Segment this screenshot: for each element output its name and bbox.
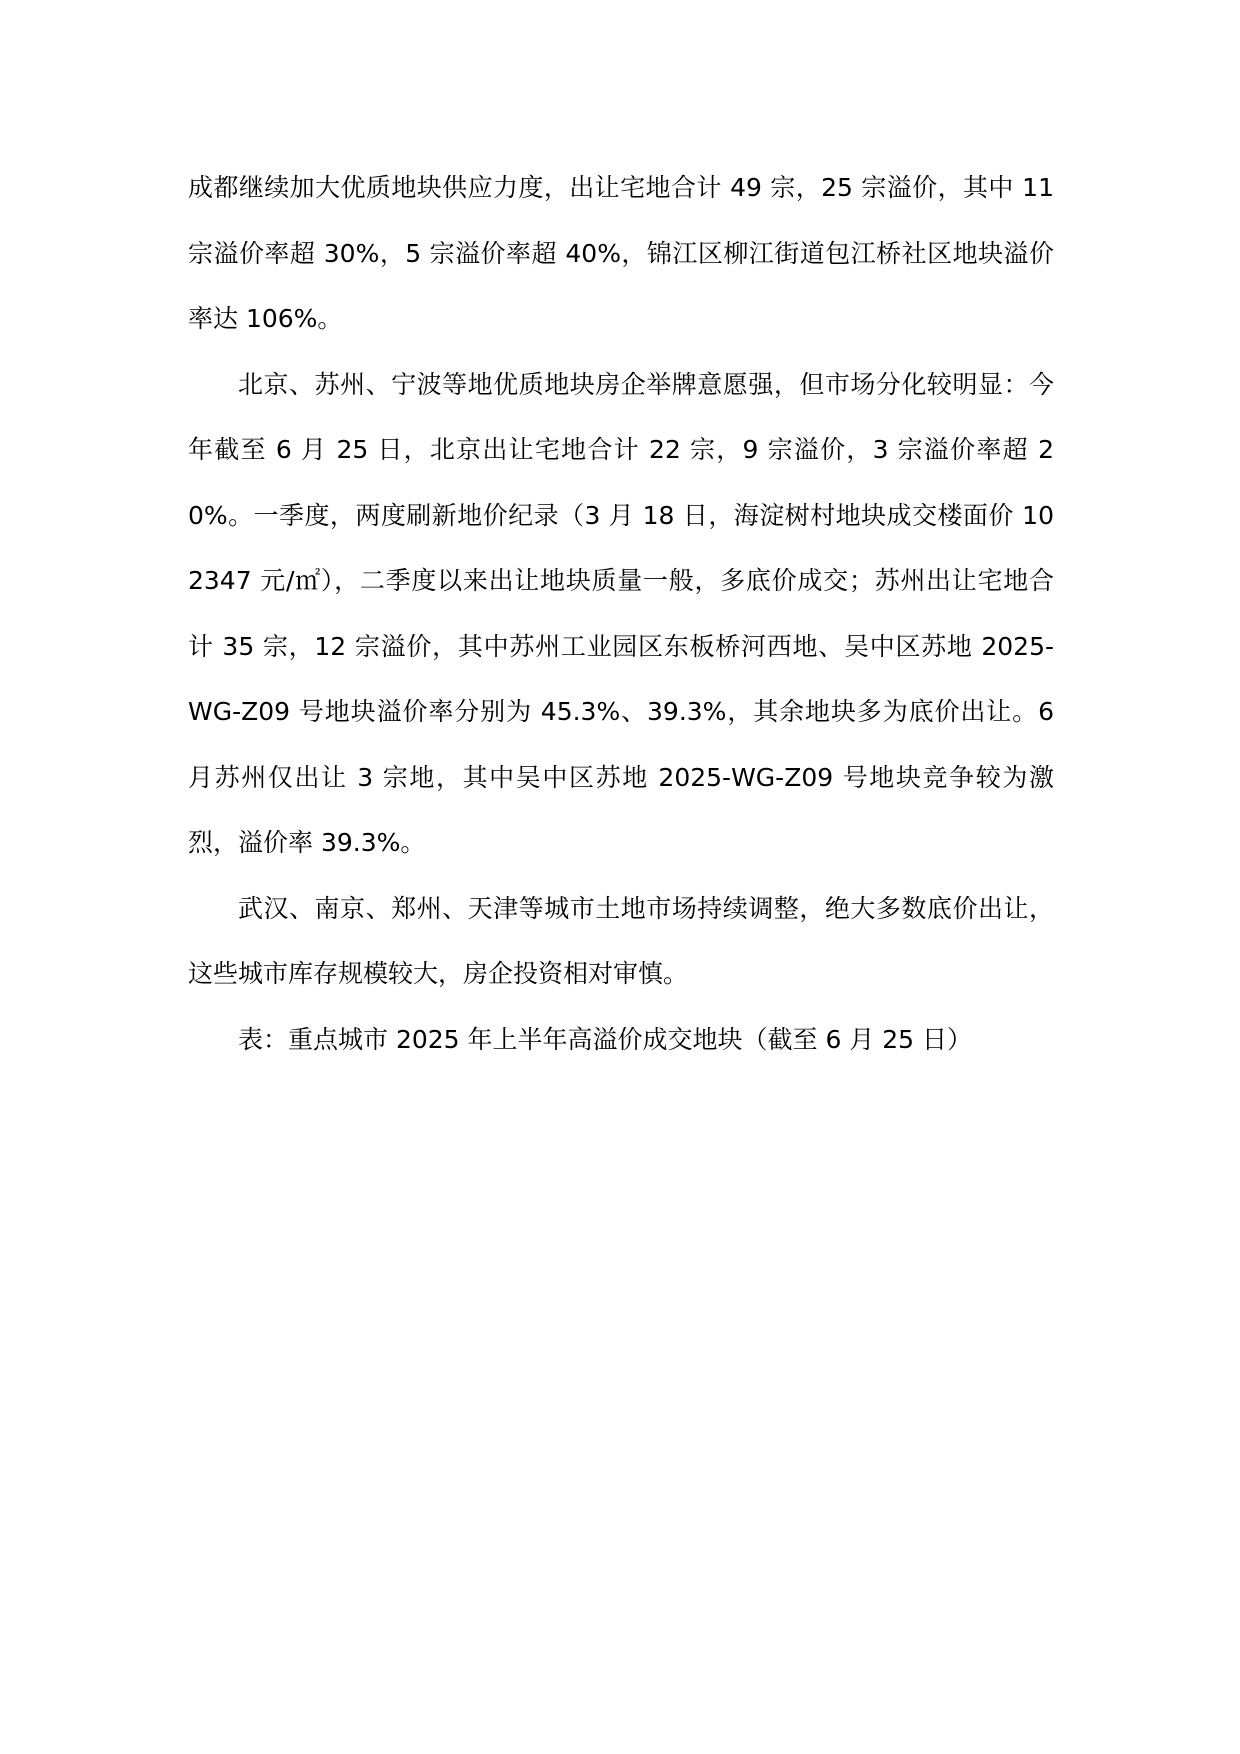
paragraph-beijing-suzhou-ningbo: 北京、苏州、宁波等地优质地块房企举牌意愿强，但市场分化较明显：今年截至 6 月 25 日，北京出让宅地合计 22 宗，9 宗溢价，3 宗溢价率超 20%。一季度，两度刷新地价纪录（3 月 18 日，海淀树村地块成交楼面价 102347 元/㎡），二季度以来出让地块质量一般，多底价成交；苏州出让宅地合计 35 宗，12 宗溢价，其中苏州工业园区东板桥河西地、吴中区苏地 2025-WG-Z09 号地块溢价率分别为 45.3%、39.3%，其余地块多为底价出让。6 月苏州仅出让 3 宗地，其中吴中区苏地 2025-WG-Z09 号地块竞争较为激烈，溢价率 39.3%。 (188, 369, 1054, 857)
table-caption: 表：重点城市 2025 年上半年高溢价成交地块（截至 6 月 25 日） (238, 1024, 973, 1054)
paragraph-chengdu: 成都继续加大优质地块供应力度，出让宅地合计 49 宗，25 宗溢价，其中 11 宗溢价率超 30%，5 宗溢价率超 40%，锦江区柳江街道包江桥社区地块溢价率达 106%。 (188, 173, 1054, 333)
paragraph-wuhan-nanjing-zhengzhou-tianjin: 武汉、南京、郑州、天津等城市土地市场持续调整，绝大多数底价出让，这些城市库存规模较大，房企投资相对审慎。 (188, 893, 1054, 988)
document-body (188, 155, 1054, 1072)
